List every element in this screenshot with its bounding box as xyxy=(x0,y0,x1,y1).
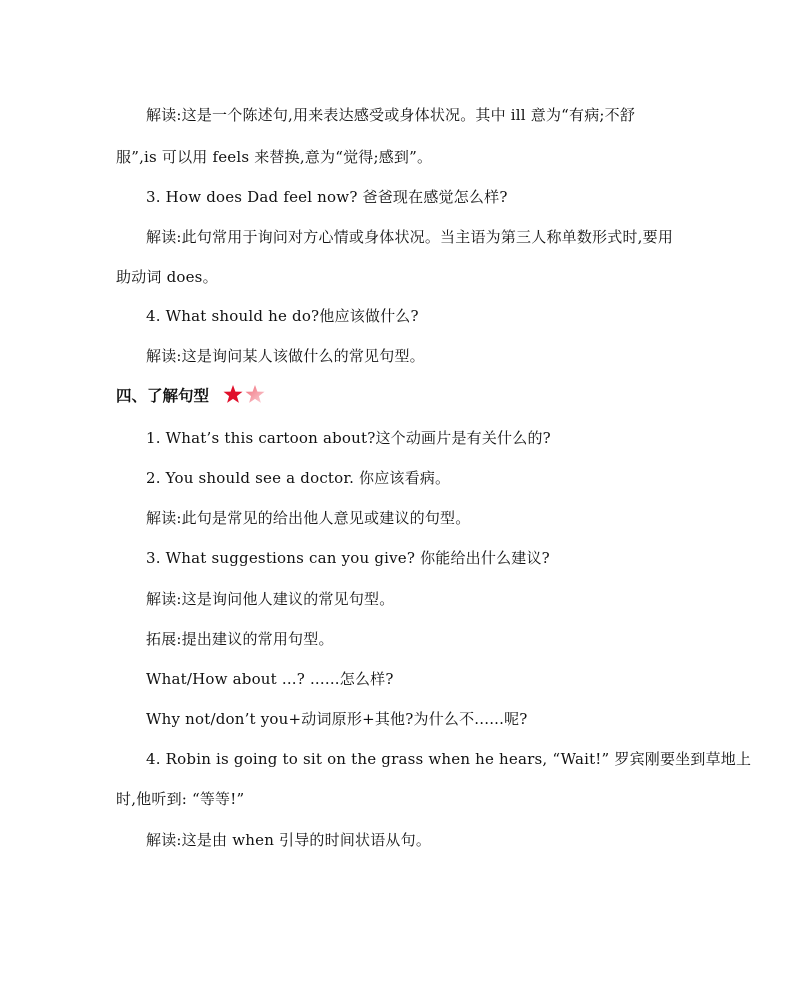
paragraph-line: 解读:这是询问某人该做什么的常见句型。 xyxy=(146,347,425,365)
difficulty-rating xyxy=(222,383,268,407)
section-heading: 四、了解句型 xyxy=(116,387,210,405)
paragraph-line: 3. How does Dad feel now? 爸爸现在感觉怎么样? xyxy=(146,188,508,206)
paragraph-line: What/How about ...? ......怎么样? xyxy=(146,670,394,688)
star-icon xyxy=(246,385,265,403)
paragraph-line: 解读:此句是常见的给出他人意见或建议的句型。 xyxy=(146,509,471,527)
paragraph-line: 2. You should see a doctor. 你应该看病。 xyxy=(146,469,451,487)
paragraph-line: 拓展:提出建议的常用句型。 xyxy=(146,630,334,648)
paragraph-line: 解读:这是由 when 引导的时间状语从句。 xyxy=(146,831,432,849)
paragraph-line: 助动词 does。 xyxy=(116,268,218,286)
paragraph-line: 3. What suggestions can you give? 你能给出什么建议? xyxy=(146,549,550,567)
paragraph-line: 时,他听到: “等等!” xyxy=(116,790,245,808)
paragraph-line: 4. What should he do?他应该做什么? xyxy=(146,307,419,325)
paragraph-line: 解读:此句常用于询问对方心情或身体状况。当主语为第三人称单数形式时,要用 xyxy=(146,228,674,246)
paragraph-line: 1. What’s this cartoon about?这个动画片是有关什么的? xyxy=(146,429,551,447)
star-icon xyxy=(224,385,243,403)
paragraph-line: 服”,is 可以用 feels 来替换,意为“觉得;感到”。 xyxy=(116,148,433,166)
paragraph-line: 解读:这是一个陈述句,用来表达感受或身体状况。其中 ill 意为“有病;不舒 xyxy=(146,106,636,124)
paragraph-line: 解读:这是询问他人建议的常见句型。 xyxy=(146,590,395,608)
paragraph-line: Why not/don’t you+动词原形+其他?为什么不......呢? xyxy=(146,710,528,728)
paragraph-line: 4. Robin is going to sit on the grass when he hears, “Wait!” 罗宾刚要坐到草地上 xyxy=(146,750,752,768)
